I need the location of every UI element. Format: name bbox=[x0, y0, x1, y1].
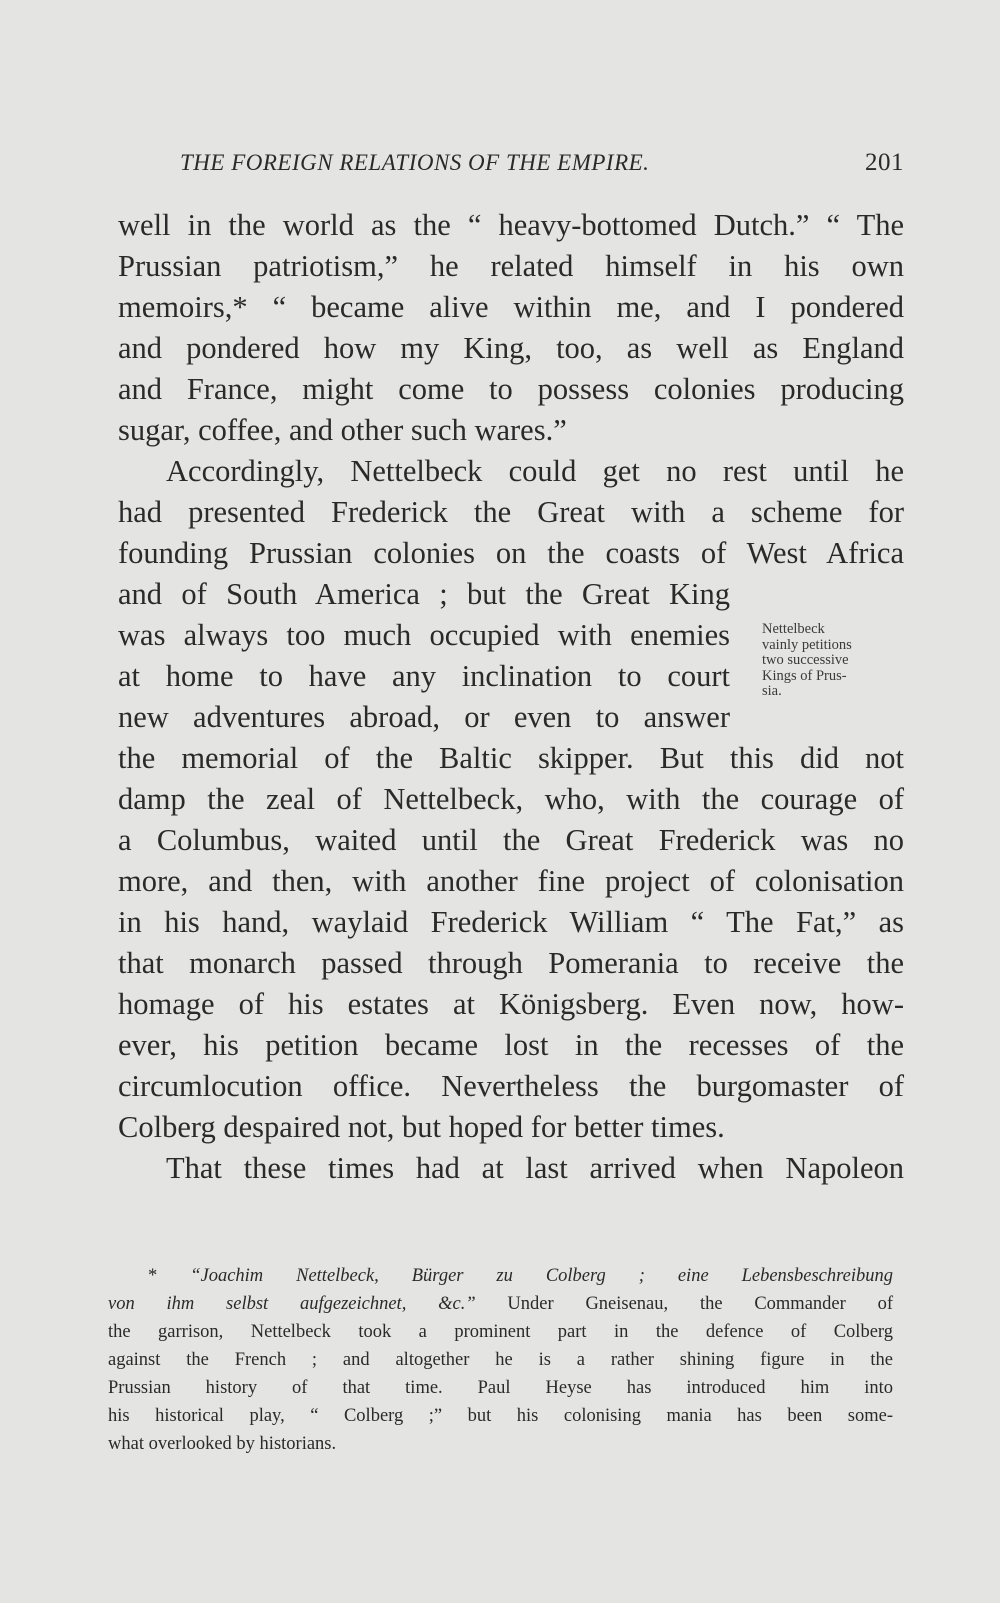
margin-note-line: two successive bbox=[762, 652, 849, 668]
text-line: ever, his petition became lost in the recesses of the bbox=[118, 1028, 904, 1062]
footnote-citation: von ihm selbst aufgezeichnet, &c.” bbox=[108, 1294, 476, 1314]
margin-note-line: Kings of Prus- bbox=[762, 667, 847, 684]
text-line: at home to have any inclination to court bbox=[118, 659, 730, 693]
footnote-text: Under Gneisenau, the Commander of bbox=[475, 1294, 893, 1314]
text-line: Prussian patriotism,” he related himself in his own bbox=[118, 249, 904, 283]
text-line: Accordingly, Nettelbeck could get no rest until he bbox=[166, 454, 904, 488]
footnote-citation: “Joachim Nettelbeck, Bürger zu Colberg ; eine Lebensbeschreibung bbox=[190, 1266, 893, 1286]
text-line: was always too much occupied with enemies bbox=[118, 618, 730, 652]
text-line: founding Prussian colonies on the coasts of West Africa bbox=[118, 536, 904, 570]
text-line: new adventures abroad, or even to answer bbox=[118, 700, 730, 734]
margin-note-line: vainly petitions bbox=[762, 636, 852, 653]
text-line: memoirs,* “ became alive within me, and I pondered bbox=[118, 290, 904, 324]
text-line: the memorial of the Baltic skipper. But this did not bbox=[118, 741, 904, 775]
margin-note bbox=[762, 622, 912, 700]
margin-note-line: sia. bbox=[762, 683, 782, 699]
text-line: a Columbus, waited until the Great Frederick was no bbox=[118, 823, 904, 857]
text-line: Colberg despaired not, but hoped for better times. bbox=[118, 1110, 725, 1144]
text-line: and of South America ; but the Great King bbox=[118, 577, 730, 611]
text-line: that monarch passed through Pomerania to receive the bbox=[118, 946, 904, 980]
footnote-line bbox=[108, 1290, 893, 1319]
footnote-line: what overlooked by historians. bbox=[108, 1434, 337, 1454]
running-title: THE FOREIGN RELATIONS OF THE EMPIRE. bbox=[180, 150, 650, 175]
text-line: well in the world as the “ heavy-bottomed Dutch.” “ The bbox=[118, 208, 904, 242]
footnote-line: against the French ; and altogether he is a rather shining figure in the bbox=[108, 1350, 893, 1370]
text-line: That these times had at last arrived when Napoleon bbox=[166, 1151, 904, 1185]
footnote-mark: * bbox=[148, 1266, 158, 1286]
text-line: circumlocution office. Nevertheless the burgomaster of bbox=[118, 1069, 904, 1103]
text-line: homage of his estates at Königsberg. Even now, how- bbox=[118, 987, 904, 1021]
footnote-line: Prussian history of that time. Paul Heyse has introduced him into bbox=[108, 1378, 893, 1398]
text-line: sugar, coffee, and other such wares.” bbox=[118, 413, 567, 447]
margin-note-line: Nettelbeck bbox=[762, 621, 825, 637]
text-line: and pondered how my King, too, as well as England bbox=[118, 331, 904, 365]
page-number: 201 bbox=[865, 149, 904, 176]
footnote-line: the garrison, Nettelbeck took a prominent part in the defence of Colberg bbox=[108, 1322, 893, 1342]
text-line: damp the zeal of Nettelbeck, who, with the courage of bbox=[118, 782, 904, 816]
text-line: had presented Frederick the Great with a scheme for bbox=[118, 495, 904, 529]
running-header bbox=[118, 146, 904, 180]
text-line: more, and then, with another fine project of colonisation bbox=[118, 864, 904, 898]
text-line: and France, might come to possess colonies producing bbox=[118, 372, 904, 406]
text-line: in his hand, waylaid Frederick William “ The Fat,” as bbox=[118, 905, 904, 939]
footnote-line bbox=[148, 1262, 893, 1291]
footnote-line: his historical play, “ Colberg ;” but his colonising mania has been some- bbox=[108, 1406, 893, 1426]
